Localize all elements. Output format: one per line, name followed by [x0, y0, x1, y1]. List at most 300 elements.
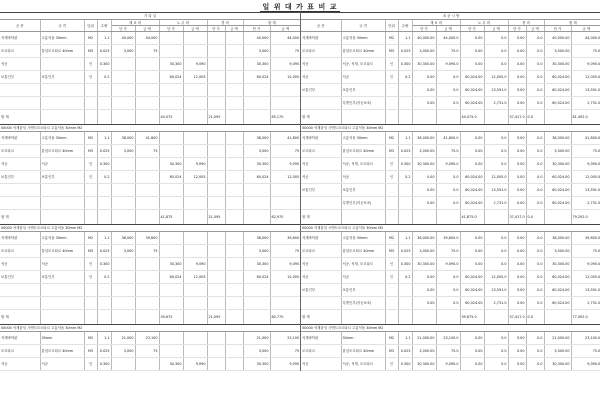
item-m-amt: 75: [135, 345, 159, 358]
item-t-amt: 75: [270, 345, 300, 358]
total-material: 39,675.0: [460, 310, 484, 325]
item-l-up: [159, 184, 183, 197]
item-spec: 고흥석돌 30mm: [341, 232, 385, 245]
item-t-amt: 41,800: [270, 132, 300, 145]
item-l-up: [159, 84, 183, 97]
total-row: [301, 310, 600, 325]
item-l-amt: [183, 32, 207, 45]
item-name: 석재바닥판: [0, 332, 40, 345]
empty-cell: [398, 310, 412, 325]
item-l-up: 60,024.00: [460, 184, 484, 197]
item-unit: [84, 84, 97, 97]
item-l-up: 0.00: [460, 232, 484, 245]
item-t-amt: 39,600.0: [571, 232, 600, 245]
item-t-amt: 12,005: [270, 171, 300, 184]
document-title: 일 위 대 가 표 비 교: [0, 2, 600, 12]
item-l-amt: 0.0: [484, 345, 508, 358]
total-label: 합 계: [301, 310, 341, 325]
item-m-up: [111, 297, 135, 310]
item-e-amt: 0.0: [526, 84, 544, 97]
table-row: [0, 171, 300, 184]
item-m-up: 0.00: [412, 171, 436, 184]
empty-cell: [111, 110, 135, 125]
group-header: 표 준 시 방: [301, 13, 600, 20]
item-qty: 0.300: [97, 258, 111, 271]
item-t-up: 36,000: [243, 232, 270, 245]
item-t-amt: 12,005.0: [571, 271, 600, 284]
item-e-up: 0.00: [508, 32, 526, 45]
item-l-amt: 0.0: [484, 132, 508, 145]
item-qty: 0.025: [97, 45, 111, 58]
empty-cell: [135, 110, 159, 125]
item-l-up: [159, 32, 183, 45]
item-name: 모르타르: [301, 245, 341, 258]
item-qty: [97, 84, 111, 97]
header-amount: 금 액: [526, 26, 544, 32]
total-labor: 21,095: [207, 110, 225, 125]
item-unit: 인: [84, 71, 97, 84]
item-l-amt: [183, 284, 207, 297]
table-row: [0, 132, 300, 145]
item-unit: M2: [84, 332, 97, 345]
header-unit-price: 단 가: [159, 26, 183, 32]
item-qty: [97, 284, 111, 297]
item-qty: [398, 197, 412, 210]
item-name: 석재바닥판: [301, 332, 341, 345]
item-qty: [97, 197, 111, 210]
item-m-amt: 9,090.0: [436, 358, 460, 371]
item-t-up: 30,300: [243, 158, 270, 171]
item-e-up: [207, 97, 225, 110]
item-l-amt: 12,005.0: [484, 71, 508, 84]
item-e-amt: [225, 84, 243, 97]
header-unit-price: 단 가: [508, 26, 526, 32]
header-amount: 금 액: [183, 26, 207, 32]
total-row: [0, 310, 300, 325]
item-l-amt: [183, 84, 207, 97]
item-t-amt: 2,731.0: [571, 197, 600, 210]
table-row: [301, 158, 600, 171]
item-unit: M3: [84, 345, 97, 358]
empty-cell: [412, 310, 436, 325]
total-sum: 65,170: [270, 110, 300, 125]
item-m-up: 21,000.00: [412, 332, 436, 345]
item-m-up: 0.00: [412, 184, 436, 197]
item-l-up: [159, 97, 183, 110]
item-name: 석재바닥판: [0, 32, 40, 45]
item-e-up: 0.00: [508, 132, 526, 145]
table-row: [301, 58, 600, 71]
item-qty: 0.300: [97, 58, 111, 71]
item-spec: 붙임모르타르 40mm: [40, 45, 84, 58]
total-sum: 60,770: [270, 310, 300, 325]
item-t-up: [243, 97, 270, 110]
empty-cell: [385, 110, 398, 125]
total-label: 합 계: [301, 110, 341, 125]
item-spec: 고흥석돌 30mm: [40, 132, 84, 145]
empty-cell: [111, 310, 135, 325]
total-label: 합 계: [301, 210, 341, 225]
item-e-amt: [225, 284, 243, 297]
item-unit: 인: [84, 58, 97, 71]
item-name: 모르타르: [0, 145, 40, 158]
item-m-amt: 39,600: [135, 232, 159, 245]
item-m-up: 38,000: [111, 132, 135, 145]
item-t-up: 60,024.00: [544, 97, 571, 110]
item-t-up: [243, 197, 270, 210]
item-e-amt: 0.0: [526, 58, 544, 71]
item-name: 모르타르: [0, 245, 40, 258]
item-name: [301, 97, 341, 110]
item-m-up: 3,000.00: [412, 45, 436, 58]
item-t-amt: 12,005: [270, 271, 300, 284]
table-row: [0, 258, 300, 271]
item-m-up: 3,000: [111, 345, 135, 358]
total-material: 39,675: [159, 310, 183, 325]
total-expense: 0.0: [526, 210, 544, 225]
item-e-amt: 0.0: [526, 284, 544, 297]
item-m-amt: 39,600.0: [436, 232, 460, 245]
item-t-up: 60,024.00: [544, 184, 571, 197]
item-name: 석공: [301, 58, 341, 71]
item-qty: 1.1: [398, 132, 412, 145]
item-t-amt: 12,005: [270, 71, 300, 84]
item-spec: 고흥석돌 30mm: [341, 32, 385, 45]
item-qty: 1.1: [398, 32, 412, 45]
item-e-up: [207, 358, 225, 371]
total-sum: 79,292.0: [571, 210, 600, 225]
item-l-up: 60,024: [159, 71, 183, 84]
item-m-amt: 75.0: [436, 45, 460, 58]
item-t-up: [243, 284, 270, 297]
item-t-up: 40,000.00: [544, 32, 571, 45]
item-e-amt: 0.0: [526, 171, 544, 184]
item-name: 보통인부: [301, 184, 341, 197]
item-t-up: 30,300: [243, 358, 270, 371]
item-qty: 0.300: [97, 358, 111, 371]
item-e-amt: 0.0: [526, 358, 544, 371]
item-m-up: [111, 97, 135, 110]
item-unit: [385, 297, 398, 310]
item-t-up: 60,024.00: [544, 297, 571, 310]
item-e-up: [207, 184, 225, 197]
item-spec: 고흥석돌 30mm: [341, 132, 385, 145]
item-t-up: 30,300.00: [544, 358, 571, 371]
item-l-amt: [183, 297, 207, 310]
table-row: [301, 97, 600, 110]
total-row: [0, 210, 300, 225]
item-name: 석공: [301, 271, 341, 284]
table-row: [301, 197, 600, 210]
item-name: 모르타르: [301, 345, 341, 358]
total-row: [301, 210, 600, 225]
empty-cell: [436, 310, 460, 325]
item-t-up: 60,024.00: [544, 284, 571, 297]
item-l-amt: 12,005.0: [484, 271, 508, 284]
item-name: [0, 84, 40, 97]
item-qty: 1.1: [97, 332, 111, 345]
item-l-up: [159, 145, 183, 158]
item-e-amt: 0.0: [526, 332, 544, 345]
empty-cell: [544, 110, 571, 125]
item-m-amt: [135, 197, 159, 210]
table-row: [0, 184, 300, 197]
item-l-up: 30,300: [159, 158, 183, 171]
table-row: [0, 84, 300, 97]
table-row: [0, 58, 300, 71]
item-spec: 보통인부: [40, 171, 84, 184]
item-qty: 1.1: [398, 232, 412, 245]
empty-cell: [183, 310, 207, 325]
item-m-amt: [135, 258, 159, 271]
item-t-up: 30,300.00: [544, 258, 571, 271]
item-t-up: 36,000.00: [544, 232, 571, 245]
item-m-amt: [135, 71, 159, 84]
empty-cell: [341, 310, 385, 325]
item-e-up: 0.00: [508, 258, 526, 271]
section-caption-row: [301, 125, 600, 132]
total-expense: [225, 210, 243, 225]
item-m-up: 0.00: [412, 197, 436, 210]
item-qty: [398, 97, 412, 110]
empty-cell: [243, 210, 270, 225]
empty-cell: [243, 310, 270, 325]
item-unit: [84, 197, 97, 210]
item-m-up: 0.00: [412, 71, 436, 84]
item-l-up: 60,024.00: [460, 197, 484, 210]
item-m-up: 38,000.00: [412, 132, 436, 145]
item-l-up: 60,024: [159, 171, 183, 184]
item-e-amt: 0.0: [526, 245, 544, 258]
item-unit: M2: [84, 32, 97, 45]
item-e-up: 0.00: [508, 197, 526, 210]
item-t-amt: 23,100.0: [571, 332, 600, 345]
item-e-amt: [225, 32, 243, 45]
item-e-amt: [225, 271, 243, 284]
item-name: 석공: [301, 258, 341, 271]
table-row: [0, 97, 300, 110]
total-material: 41,875: [159, 210, 183, 225]
item-name: 석재바닥판: [301, 32, 341, 45]
item-qty: 0.025: [398, 345, 412, 358]
item-t-up: 60,024.00: [544, 71, 571, 84]
item-t-up: 21,000.00: [544, 332, 571, 345]
item-e-amt: [225, 245, 243, 258]
section-caption: 00000 석재붙임 시멘트모르타르 고흥석돌 30mm M2: [301, 325, 600, 332]
item-m-amt: 0.0: [436, 297, 460, 310]
item-m-amt: 0.0: [436, 284, 460, 297]
item-m-amt: 0.0: [436, 184, 460, 197]
table-row: [301, 245, 600, 258]
item-spec: 30mm: [40, 332, 84, 345]
item-spec: 석공: [40, 258, 84, 271]
item-e-up: 0.00: [508, 332, 526, 345]
item-unit: 인: [385, 258, 398, 271]
item-unit: 인: [84, 358, 97, 371]
item-unit: 인: [385, 358, 398, 371]
header-qty: 수량: [97, 20, 111, 32]
item-unit: [84, 184, 97, 197]
table-row: [0, 45, 300, 58]
item-spec: [40, 184, 84, 197]
table-row: [301, 45, 600, 58]
item-l-amt: 9,090: [183, 258, 207, 271]
item-e-amt: 0.0: [526, 158, 544, 171]
item-t-up: 3,000: [243, 245, 270, 258]
empty-cell: [398, 110, 412, 125]
header-unit: 단위: [84, 20, 97, 32]
item-l-up: [159, 245, 183, 258]
item-qty: 0.025: [97, 345, 111, 358]
item-spec: 고흥석돌 30mm: [40, 232, 84, 245]
empty-cell: [544, 210, 571, 225]
item-l-amt: 0.0: [484, 145, 508, 158]
item-e-amt: [225, 171, 243, 184]
empty-cell: [341, 210, 385, 225]
item-t-amt: 75.0: [571, 145, 600, 158]
header-unit-price: 단 가: [544, 26, 571, 32]
item-qty: 0.025: [398, 245, 412, 258]
item-t-amt: 75.0: [571, 245, 600, 258]
table-row: [301, 332, 600, 345]
item-unit: M3: [84, 45, 97, 58]
item-e-amt: [225, 345, 243, 358]
item-e-up: 0.00: [508, 84, 526, 97]
item-e-amt: [225, 58, 243, 71]
item-qty: 1.1: [97, 132, 111, 145]
item-e-amt: 0.0: [526, 197, 544, 210]
item-spec: 붙임모르타르 40mm: [40, 245, 84, 258]
item-m-up: 0.00: [412, 297, 436, 310]
section-caption: 00000 석재붙임 시멘트모르타르 고흥석돌 30mm M2: [301, 125, 600, 132]
empty-cell: [84, 110, 97, 125]
item-l-up: 30,300: [159, 58, 183, 71]
header-labor: 노 무 비: [460, 20, 508, 26]
item-unit: [385, 184, 398, 197]
item-m-amt: 0.0: [436, 271, 460, 284]
item-l-amt: 0.0: [484, 32, 508, 45]
item-name: 보통인부: [301, 284, 341, 297]
item-e-up: [207, 132, 225, 145]
item-e-up: [207, 197, 225, 210]
item-t-up: 38,000.00: [544, 132, 571, 145]
total-material: 41,875.0: [460, 210, 484, 225]
item-name: 보통인부: [0, 71, 40, 84]
item-l-amt: 0.0: [484, 232, 508, 245]
item-name: 보통인부: [0, 171, 40, 184]
total-sum: 62,970: [270, 210, 300, 225]
item-l-up: 60,024.00: [460, 271, 484, 284]
section-caption: 00000 석재붙임 시멘트모르타르 고흥석돌 30mm M2: [0, 125, 300, 132]
item-m-up: 3,000.00: [412, 145, 436, 158]
total-labor: 37,417.0: [508, 110, 526, 125]
item-t-up: 60,024: [243, 171, 270, 184]
table-row: [0, 345, 300, 358]
header-name: 공 종: [0, 20, 40, 32]
item-spec: 보통인부: [40, 271, 84, 284]
item-m-amt: [135, 171, 159, 184]
table-row: [301, 345, 600, 358]
item-m-amt: 0.0: [436, 97, 460, 110]
item-l-up: 0.00: [460, 345, 484, 358]
empty-cell: [436, 110, 460, 125]
item-e-up: [207, 345, 225, 358]
item-qty: 1.1: [97, 232, 111, 245]
item-m-amt: 75: [135, 245, 159, 258]
empty-cell: [40, 110, 84, 125]
item-spec: [40, 58, 84, 71]
item-e-amt: [225, 145, 243, 158]
table-row: [301, 84, 600, 97]
item-t-amt: 13,591.0: [571, 184, 600, 197]
item-spec: 고흥석돌 30mm: [40, 32, 84, 45]
item-m-amt: [135, 97, 159, 110]
empty-cell: [544, 310, 571, 325]
item-t-up: 60,024.00: [544, 84, 571, 97]
item-l-up: [159, 297, 183, 310]
item-qty: 0.300: [398, 258, 412, 271]
item-l-up: 0.00: [460, 332, 484, 345]
item-name: 모르타르: [301, 145, 341, 158]
item-m-up: [111, 171, 135, 184]
item-qty: 0.2: [398, 171, 412, 184]
item-t-amt: 75: [270, 145, 300, 158]
item-unit: M3: [385, 145, 398, 158]
empty-cell: [135, 210, 159, 225]
total-labor: 21,095: [207, 310, 225, 325]
item-t-amt: 75: [270, 245, 300, 258]
item-e-up: [207, 258, 225, 271]
item-spec: 석공: [40, 158, 84, 171]
item-t-up: 21,000: [243, 332, 270, 345]
item-e-up: 0.00: [508, 158, 526, 171]
item-unit: 인: [84, 158, 97, 171]
total-expense: 0.0: [526, 310, 544, 325]
item-t-amt: 12,005.0: [571, 171, 600, 184]
table-row: [0, 71, 300, 84]
item-unit: 인: [84, 258, 97, 271]
header-unit-price: 단 가: [412, 26, 436, 32]
item-m-up: 3,000: [111, 45, 135, 58]
item-t-up: 3,000.00: [544, 45, 571, 58]
header-expense: 경 비: [508, 20, 544, 26]
item-t-up: 3,000: [243, 145, 270, 158]
item-name: 석공: [301, 71, 341, 84]
table-row: [0, 197, 300, 210]
item-unit: [385, 284, 398, 297]
item-m-up: 30,300.00: [412, 258, 436, 271]
item-unit: 인: [385, 71, 398, 84]
total-expense: 0.0: [526, 110, 544, 125]
item-m-amt: 0.0: [436, 84, 460, 97]
empty-cell: [436, 210, 460, 225]
total-row: [301, 110, 600, 125]
empty-cell: [135, 310, 159, 325]
item-t-up: 30,300.00: [544, 58, 571, 71]
table-row: [301, 258, 600, 271]
comparison-sheet: [0, 12, 600, 409]
table-row: [301, 358, 600, 371]
item-l-up: [159, 45, 183, 58]
item-t-amt: 2,731.0: [571, 97, 600, 110]
item-qty: 0.300: [398, 158, 412, 171]
empty-cell: [40, 210, 84, 225]
item-spec: 특별인부(석공보조): [341, 197, 385, 210]
total-label: 합 계: [0, 210, 40, 225]
item-name: 석공: [0, 58, 40, 71]
item-l-amt: 2,731.0: [484, 297, 508, 310]
table-row: [301, 284, 600, 297]
